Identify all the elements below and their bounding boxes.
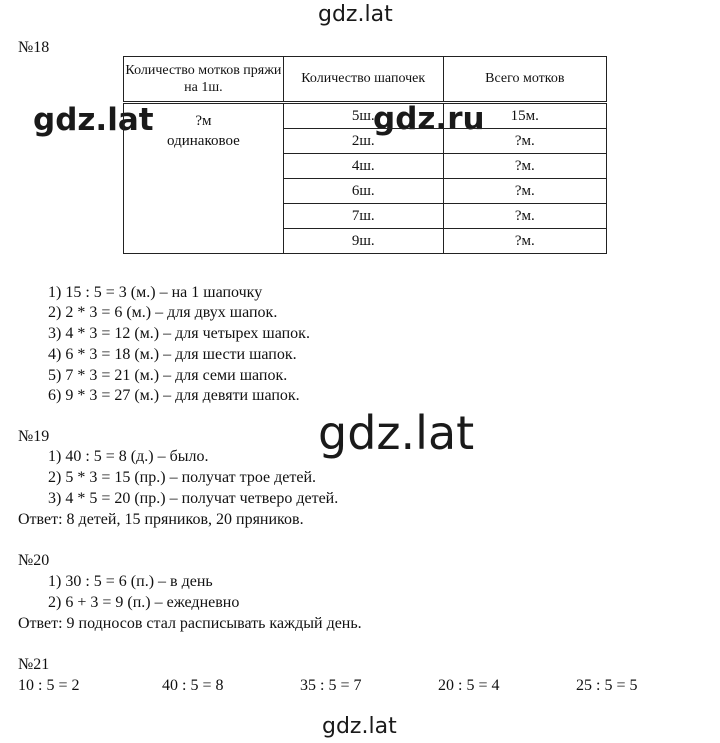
table-row [124, 103, 607, 129]
table-cell-total: 15м. [443, 103, 606, 129]
table-cell-total: ?м. [443, 154, 606, 179]
watermark-ru: gdz.ru [373, 101, 485, 137]
task18-step: 2) 2 * 3 = 6 (м.) – для двух шапок. [48, 304, 278, 321]
table-cell-total: ?м. [443, 204, 606, 229]
table-header-cell: Всего мотков [443, 57, 606, 103]
task18-step: 5) 7 * 3 = 21 (м.) – для семи шапок. [48, 367, 288, 384]
table-cell-hats: 4ш. [283, 154, 443, 179]
task19-answer: Ответ: 8 детей, 15 пряников, 20 пряников. [18, 511, 304, 528]
table-cell-hats: 9ш. [283, 229, 443, 254]
task18-step: 3) 4 * 3 = 12 (м.) – для четырех шапок. [48, 325, 310, 342]
table-header-row [124, 57, 607, 103]
table-cell-hats: 6ш. [283, 179, 443, 204]
task21-item: 20 : 5 = 4 [438, 677, 500, 694]
table-merged-cell [124, 103, 284, 254]
watermark-left: gdz.lat [33, 102, 154, 138]
task18-number: №18 [18, 39, 50, 56]
merged-cell-line: ?м [195, 113, 212, 129]
watermark-middle: gdz.lat [318, 406, 475, 460]
table-cell-total: ?м. [443, 129, 606, 154]
table-cell-hats: 5ш. [283, 103, 443, 129]
task19-step: 1) 40 : 5 = 8 (д.) – было. [48, 448, 209, 465]
task18-step: 4) 6 * 3 = 18 (м.) – для шести шапок. [48, 346, 297, 363]
task20-number: №20 [18, 552, 50, 569]
task18-step: 1) 15 : 5 = 3 (м.) – на 1 шапочку [48, 284, 263, 301]
task19-step: 3) 4 * 5 = 20 (пр.) – получат четверо детей. [48, 490, 339, 507]
task20-step: 2) 6 + 3 = 9 (п.) – ежедневно [48, 594, 240, 611]
table-cell-total: ?м. [443, 179, 606, 204]
task21-item: 35 : 5 = 7 [300, 677, 362, 694]
task21-item: 40 : 5 = 8 [162, 677, 224, 694]
table-header-cell: Количество шапочек [283, 57, 443, 103]
task19-step: 2) 5 * 3 = 15 (пр.) – получат трое детей. [48, 469, 317, 486]
table-cell-hats: 7ш. [283, 204, 443, 229]
task18-step: 6) 9 * 3 = 27 (м.) – для девяти шапок. [48, 387, 300, 404]
merged-cell-line: одинаковое [167, 132, 240, 149]
task21-item: 25 : 5 = 5 [576, 677, 638, 694]
table-header-cell: Количество мотков пряжи на 1ш. [124, 57, 284, 103]
watermark-bottom: gdz.lat [322, 714, 397, 739]
watermark-top: gdz.lat [318, 2, 393, 27]
task19-number: №19 [18, 428, 50, 445]
task20-answer: Ответ: 9 подносов стал расписывать каждый день. [18, 615, 362, 632]
task21-number: №21 [18, 656, 50, 673]
table-cell-total: ?м. [443, 229, 606, 254]
table-cell-hats: 2ш. [283, 129, 443, 154]
task20-step: 1) 30 : 5 = 6 (п.) – в день [48, 573, 213, 590]
task21-item: 10 : 5 = 2 [18, 677, 80, 694]
task18-table [123, 56, 607, 254]
